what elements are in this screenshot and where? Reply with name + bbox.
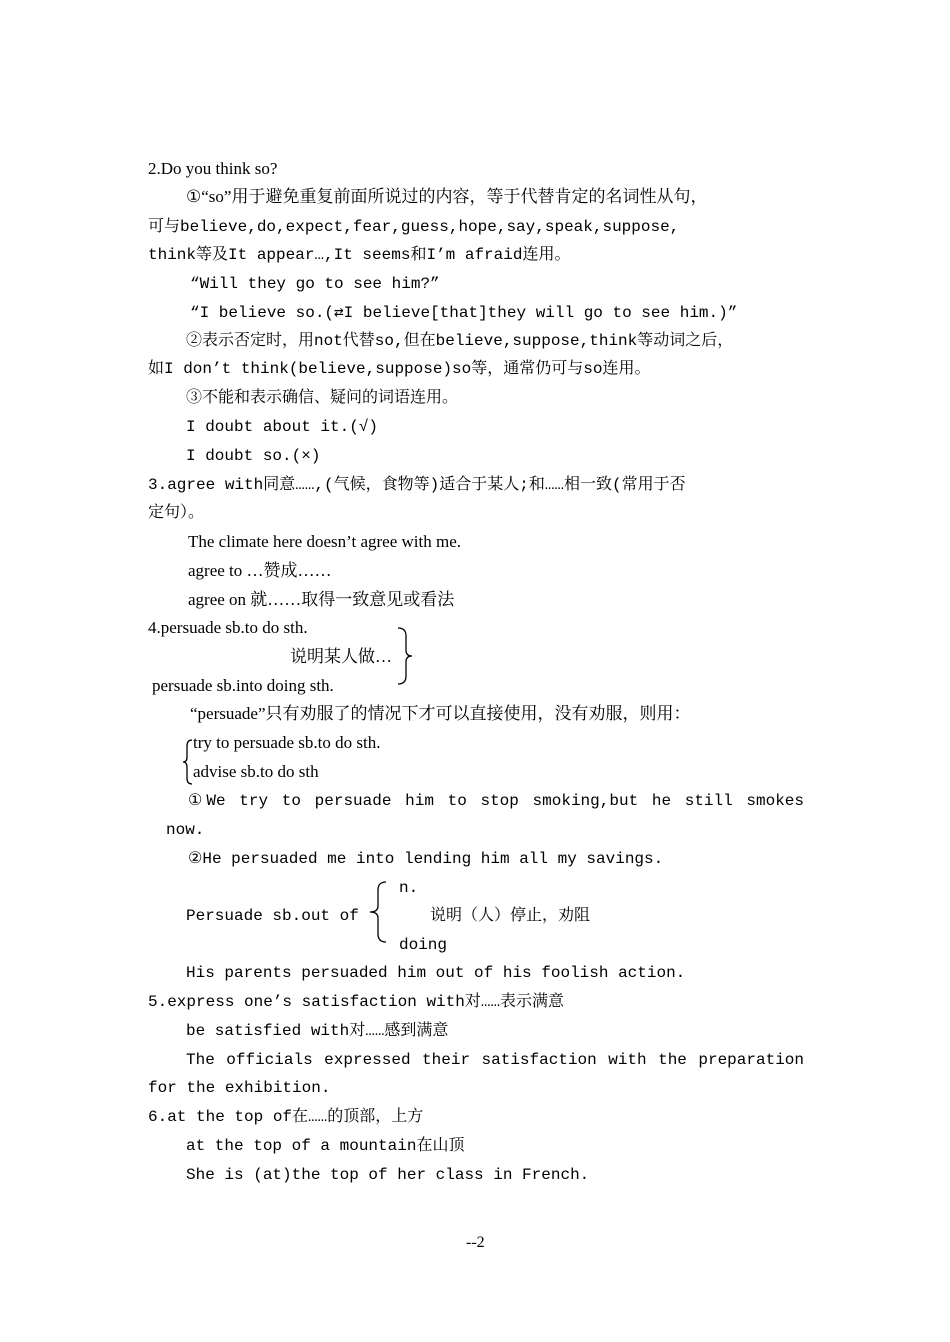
paragraph-line: 如I don’t think(believe,suppose)so等，通常仍可与so连用。: [148, 360, 651, 378]
heading-6: 6.at the top of在……的顶部，上方: [148, 1108, 424, 1126]
heading-5: 5.express one’s satisfaction with对……表示满意: [148, 993, 565, 1011]
paragraph-line: persuade sb.into doing sth.: [152, 676, 334, 695]
example-line: The officials expressed their satisfaction with the preparation: [186, 1051, 804, 1069]
example-line: She is (at)the top of her class in French.: [186, 1166, 590, 1184]
right-brace-icon: [396, 626, 414, 686]
brace-note: 说明（人）停止，劝阻: [430, 907, 591, 925]
example-line: now.: [166, 821, 205, 839]
example-line: His parents persuaded him out of his foolish action.: [186, 964, 686, 982]
example-line: “I believe so.(⇄I believe[that]they will go to see him.)”: [190, 304, 738, 322]
brace-note: 说明某人做…: [290, 647, 392, 666]
example-line: Persuade sb.out of: [186, 907, 359, 925]
paragraph-line: think等及It appear…,It seems和I’m afraid连用。: [148, 246, 571, 264]
example-line: I doubt so.(×): [186, 447, 321, 465]
example-line: for the exhibition.: [148, 1079, 331, 1097]
example-line: The climate here doesn’t agree with me.: [188, 532, 461, 551]
example-line: at the top of a mountain在山顶: [186, 1137, 465, 1155]
paragraph-line: “persuade”只有劝服了的情况下才可以直接使用，没有劝服，则用：: [190, 704, 691, 723]
example-line: advise sb.to do sth: [193, 762, 319, 781]
example-line: I doubt about it.(√): [186, 418, 379, 436]
example-line: agree on 就……取得一致意见或看法: [188, 590, 455, 609]
paragraph-line: 可与believe,do,expect,fear,guess,hope,say,speak,suppose,: [148, 218, 680, 236]
left-brace-icon: [368, 880, 388, 944]
example-line: ①We try to persuade him to stop smoking,but he still smokes: [188, 792, 804, 810]
heading-2: 2.Do you think so?: [148, 159, 278, 178]
example-line: ②He persuaded me into lending him all my savings.: [188, 850, 664, 868]
example-line: agree to …赞成……: [188, 561, 332, 580]
page-number: --2: [466, 1234, 485, 1251]
heading-3: 3.agree with同意……,(气候，食物等)适合于某人;和……相一致(常用于否: [148, 476, 686, 494]
paragraph-line: ③不能和表示确信、疑问的词语连用。: [186, 389, 459, 407]
paragraph-line: ②表示否定时，用not代替so,但在believe,suppose,think等动词之后，: [186, 332, 734, 350]
brace-item: n.: [399, 879, 419, 897]
example-line: try to persuade sb.to do sth.: [193, 733, 381, 752]
heading-4: 4.persuade sb.to do sth.: [148, 618, 308, 637]
brace-item: doing: [399, 936, 448, 954]
paragraph-line: ①“so”用于避免重复前面所说过的内容，等于代替肯定的名词性从句，: [186, 187, 708, 206]
example-line: “Will they go to see him?”: [190, 275, 440, 293]
paragraph-line: 定句）。: [148, 504, 205, 522]
paragraph-line: be satisfied with对……感到满意: [186, 1022, 449, 1040]
